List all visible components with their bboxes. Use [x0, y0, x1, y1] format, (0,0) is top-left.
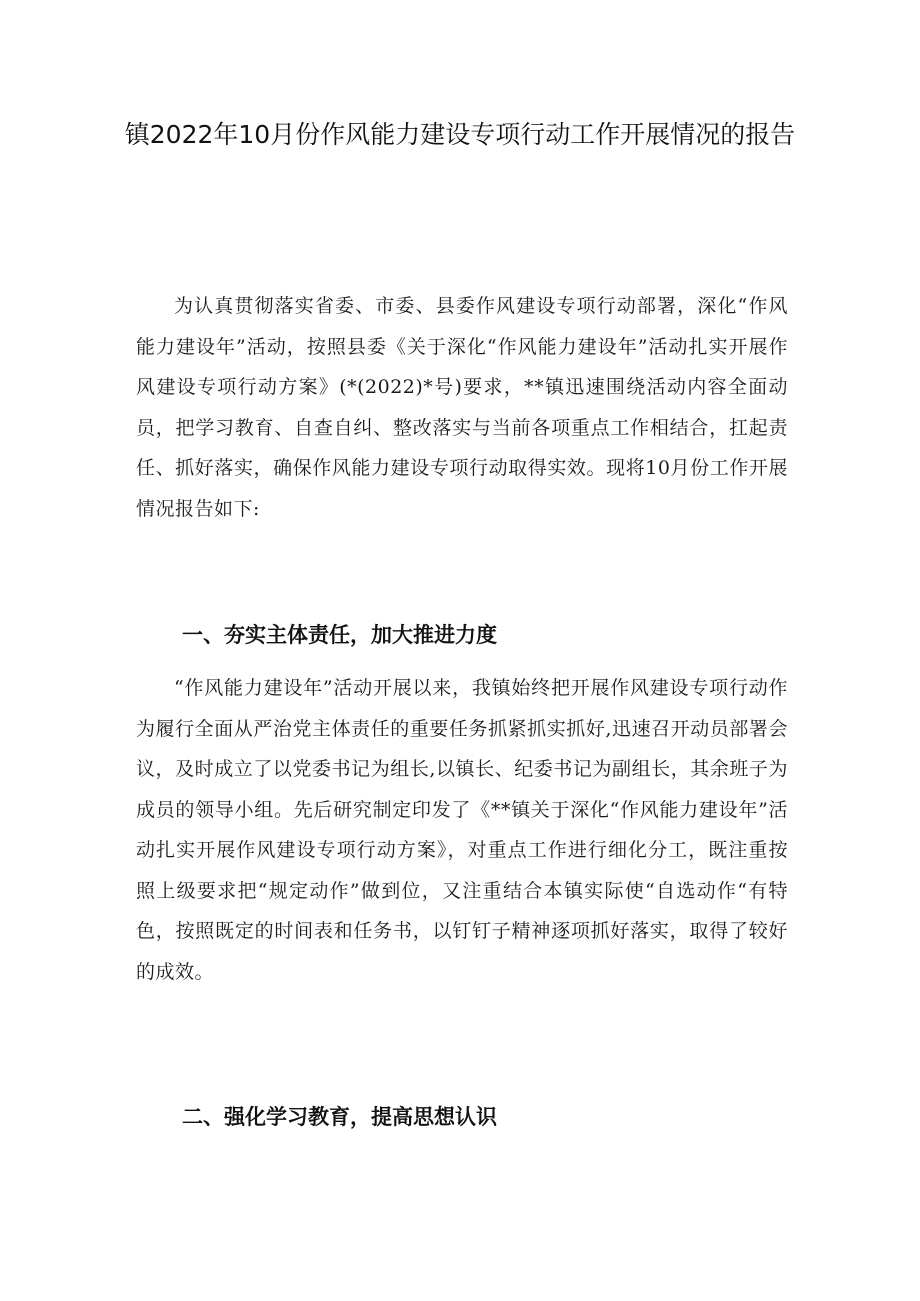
section-1-paragraph: “作风能力建设年”活动开展以来，我镇始终把开展作风建设专项行动作为履行全面从严治党主体责任的重要任务抓紧抓实抓好,迅速召开动员部署会议，及时成立了以党委书记为组长,以镇长、纪委书记为副组长，其余班子为成员的领导小组。先后研究制定印发了《**镇关于深化“作风能力建设年”活动扎实开展作风建设专项行动方案》，对重点工作进行细化分工，既注重按照上级要求把“规定动作”做到位，又注重结合本镇实际使“自选动作“有特色，按照既定的时间表和任务书，以钉钉子精神逐项抓好落实，取得了较好的成效。	[136, 677, 788, 983]
section-heading-1: 一、夯实主体责任，加大推进力度	[182, 622, 497, 647]
intro-paragraph: 为认真贯彻落实省委、市委、县委作风建设专项行动部署，深化“作风能力建设年”活动，按照县委《关于深化“作风能力建设年”活动扎实开展作风建设专项行动方案》(*(2022)*号)要求，**镇迅速围绕活动内容全面动员，把学习教育、自查自纠、整改落实与当前各项重点工作相结合，扛起责任、抓好落实，确保作风能力建设专项行动取得实效。现将10月份工作开展情况报告如下:	[136, 295, 788, 520]
section-heading-2: 二、强化学习教育，提高思想认识	[182, 1104, 497, 1129]
document-title: 镇2022年10月份作风能力建设专项行动工作开展情况的报告	[124, 120, 796, 149]
